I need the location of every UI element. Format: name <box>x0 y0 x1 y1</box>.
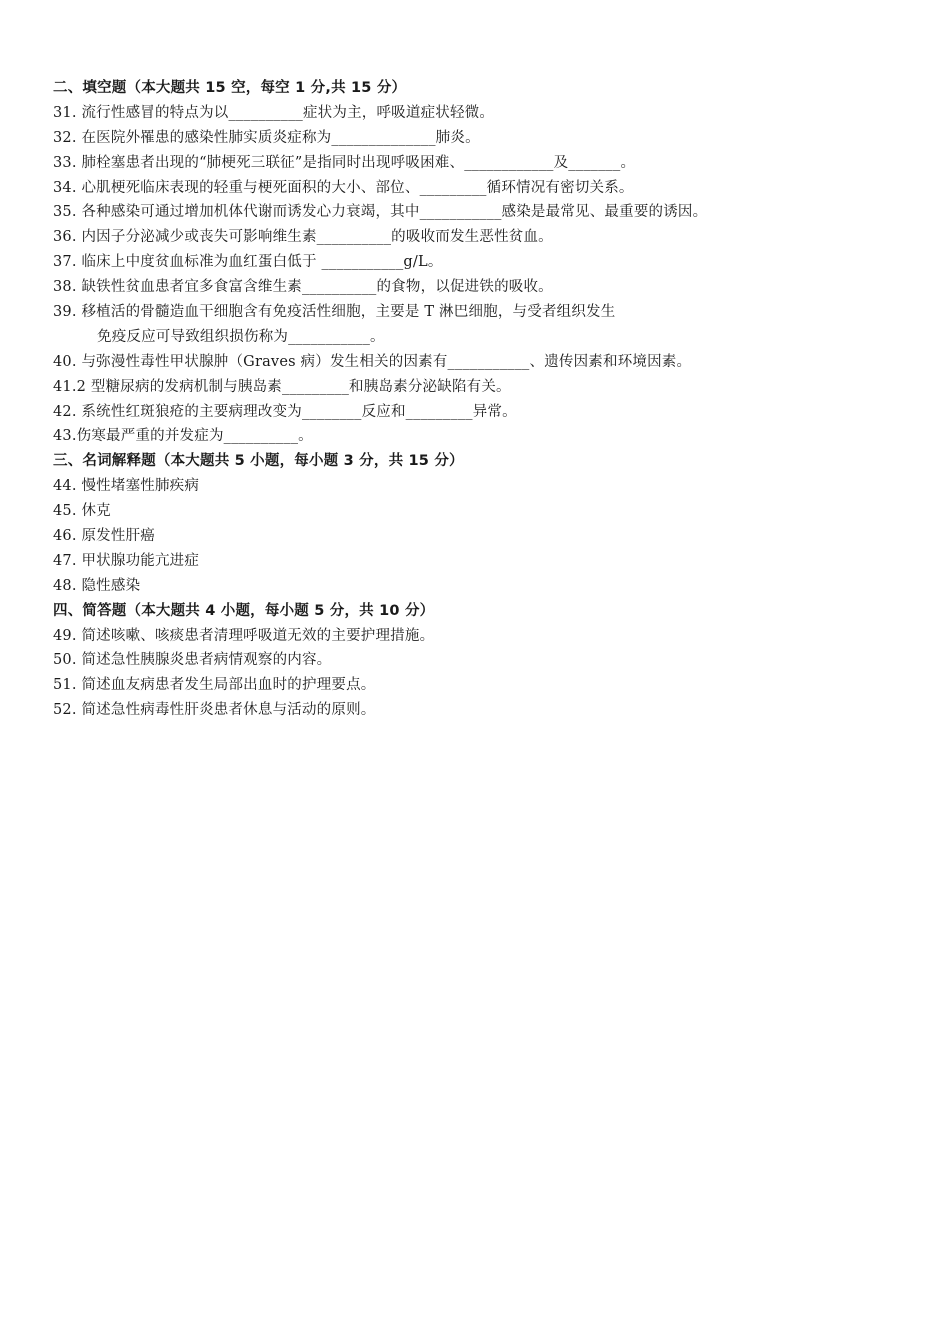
question-31: 31. 流行性感冒的特点为以__________症状为主，呼吸道症状轻微。 <box>53 104 495 121</box>
question-51: 51. 简述血友病患者发生局部出血时的护理要点。 <box>53 677 376 694</box>
exam-content <box>53 76 913 723</box>
question-39: 39. 移植活的骨髓造血干细胞含有免疫活性细胞，主要是 T 淋巴细胞，与受者组织发生 <box>53 304 616 321</box>
question-48: 48. 隐性感染 <box>53 577 141 594</box>
question-41: 41.2 型糖尿病的发病机制与胰岛素_________和胰岛素分泌缺陷有关。 <box>53 378 511 395</box>
question-52: 52. 简述急性病毒性肝炎患者休息与活动的原则。 <box>53 702 376 719</box>
section-heading-short-answer: 四、简答题（本大题共 4 小题，每小题 5 分，共 10 分） <box>53 602 435 619</box>
question-34: 34. 心肌梗死临床表现的轻重与梗死面积的大小、部位、_________循环情况有密切关系。 <box>53 179 634 196</box>
section-heading-fill-in: 二、填空题（本大题共 15 空，每空 1 分,共 15 分） <box>53 80 407 96</box>
question-46: 46. 原发性肝癌 <box>53 528 155 545</box>
question-40: 40. 与弥漫性毒性甲状腺肿（Graves 病）发生相关的因素有___________、遗传因素和环境因素。 <box>53 353 692 370</box>
question-35: 35. 各种感染可通过增加机体代谢而诱发心力衰竭，其中___________感染是最常见、最重要的诱因。 <box>53 204 708 221</box>
question-33: 33. 肺栓塞患者出现的“肺梗死三联征”是指同时出现呼吸困难、____________及_______。 <box>53 154 636 171</box>
question-43: 43.伤寒最严重的并发症为__________。 <box>53 428 313 445</box>
question-37: 37. 临床上中度贫血标准为血红蛋白低于 ___________g/L。 <box>53 254 443 271</box>
question-36: 36. 内因子分泌减少或丧失可影响维生素__________的吸收而发生恶性贫血。 <box>53 229 553 246</box>
question-50: 50. 简述急性胰腺炎患者病情观察的内容。 <box>53 652 332 669</box>
question-38: 38. 缺铁性贫血患者宜多食富含维生素__________的食物，以促进铁的吸收。 <box>53 279 553 296</box>
section-heading-terms: 三、名词解释题（本大题共 5 小题，每小题 3 分，共 15 分） <box>53 453 464 470</box>
question-42: 42. 系统性红斑狼疮的主要病理改变为________反应和_________异常。 <box>53 403 517 420</box>
question-45: 45. 休克 <box>53 503 111 520</box>
question-47: 47. 甲状腺功能亢进症 <box>53 552 200 569</box>
question-49: 49. 简述咳嗽、咳痰患者清理呼吸道无效的主要护理措施。 <box>53 627 435 644</box>
question-44: 44. 慢性堵塞性肺疾病 <box>53 478 200 495</box>
question-32: 32. 在医院外罹患的感染性肺实质炎症称为______________肺炎。 <box>53 129 480 146</box>
question-39-continuation: 免疫反应可导致组织损伤称为___________。 <box>97 328 385 345</box>
